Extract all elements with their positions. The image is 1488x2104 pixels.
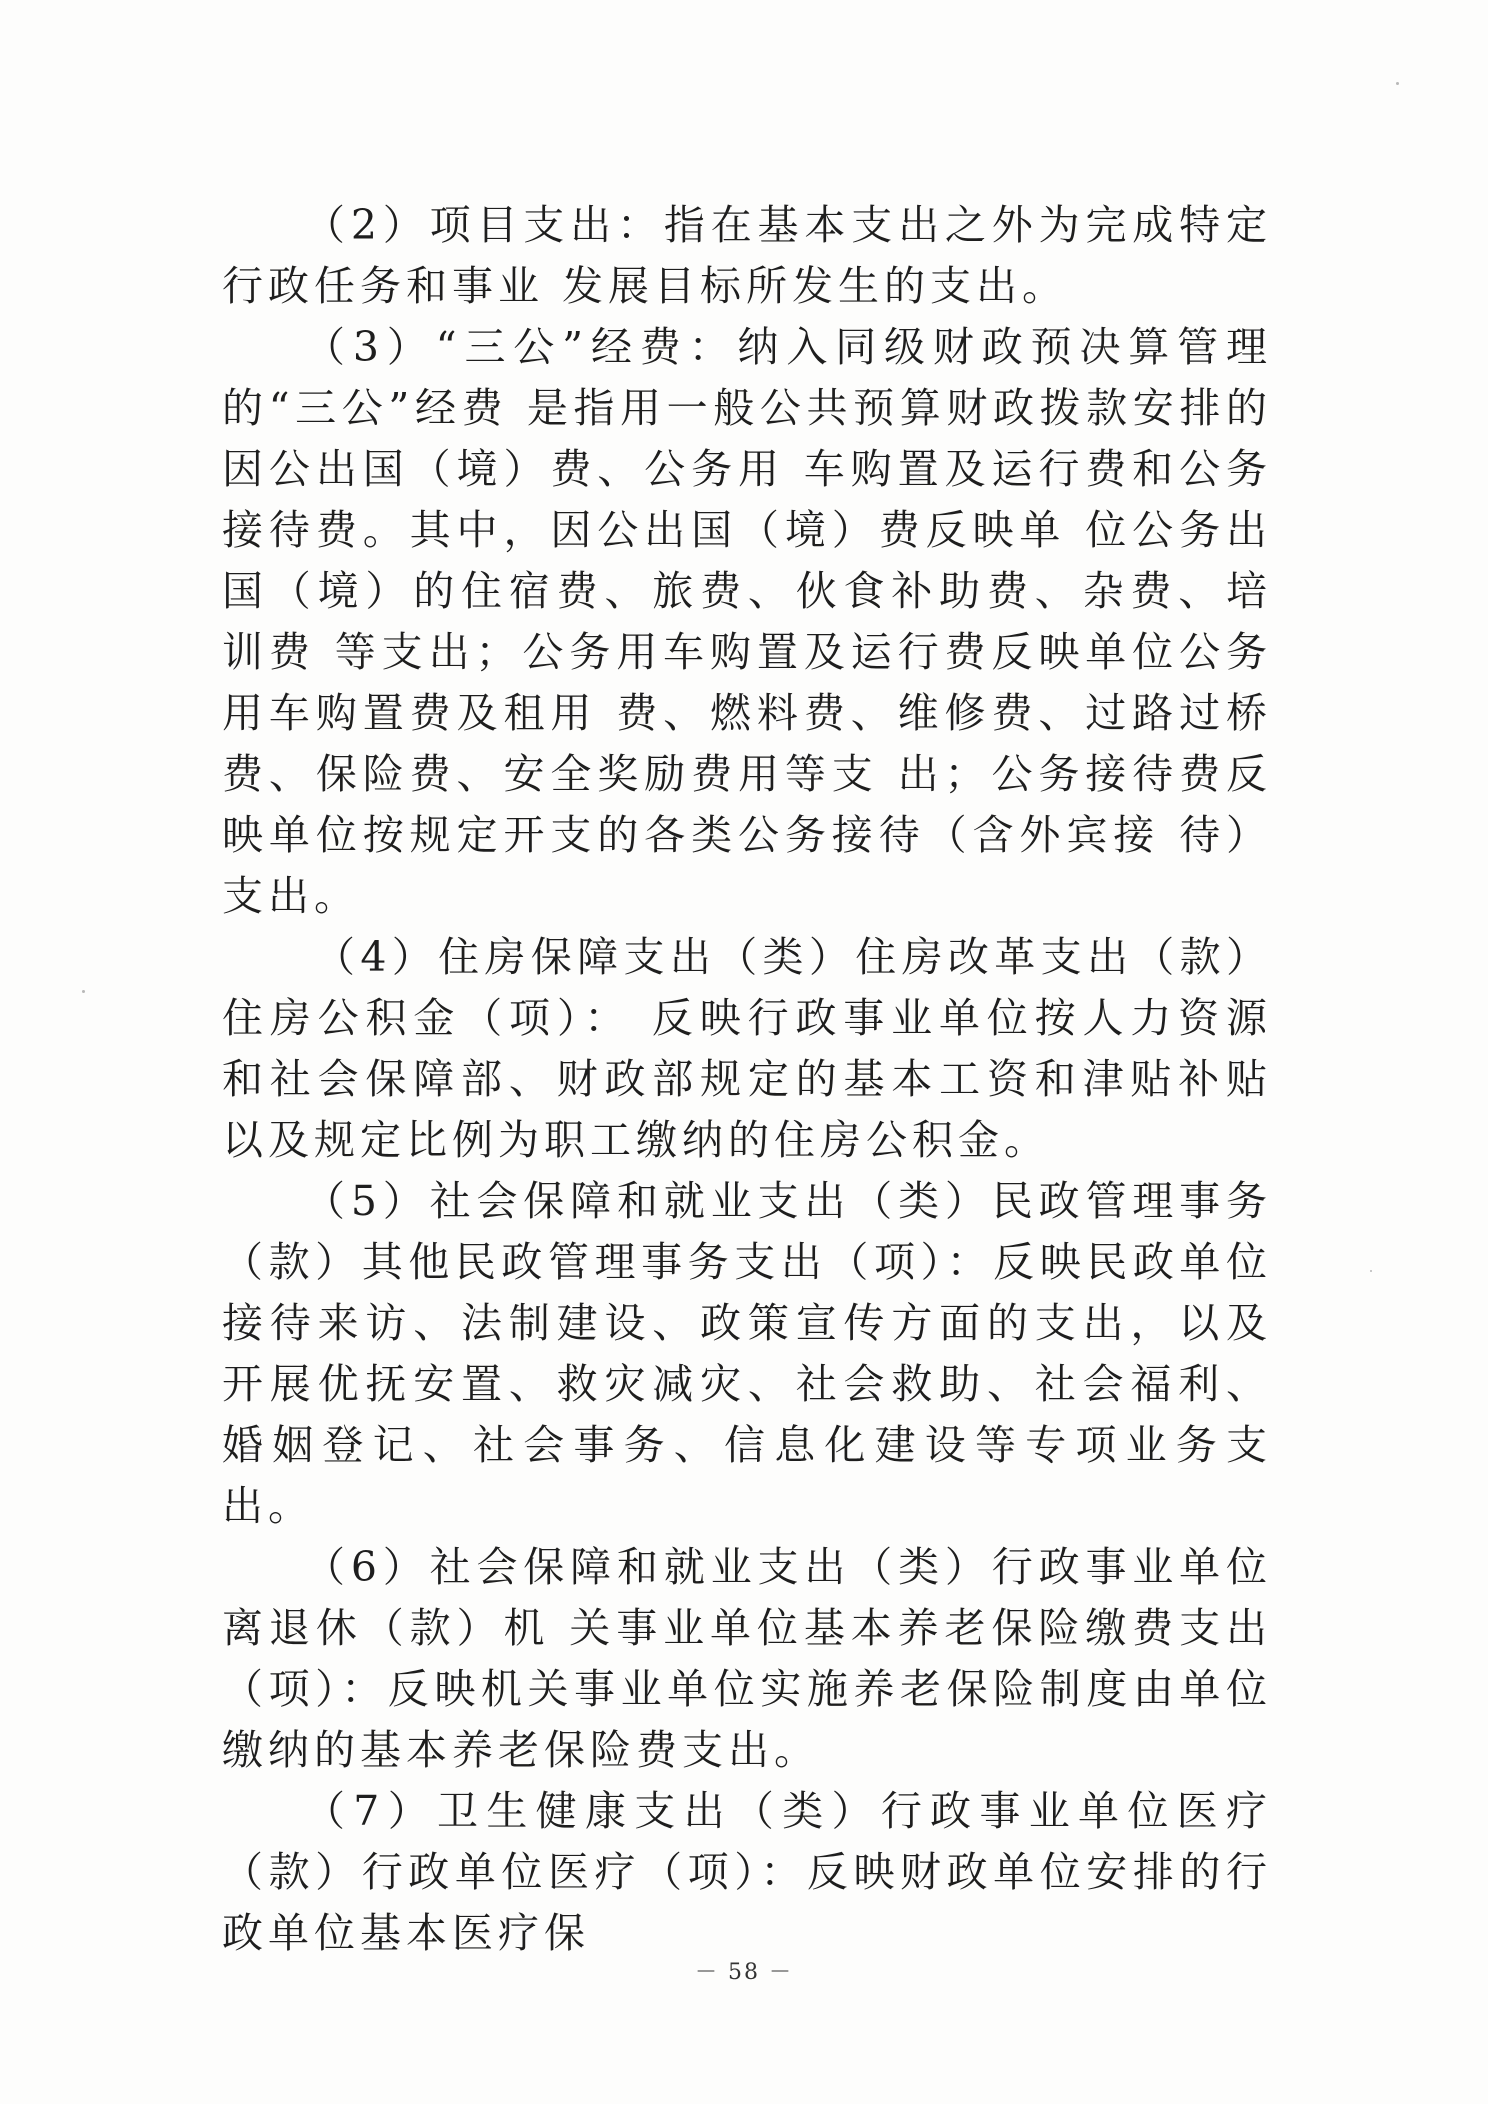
scan-speck [1396,82,1399,85]
scan-speck [1370,1270,1372,1272]
paragraph-housing-provident-fund: （4）住房保障支出（类）住房改革支出（款）住房公积金（项）： 反映行政事业单位按人力资源和社会保障部、财政部规定的基本工资和津贴补贴以及规定比例为职工缴纳的住房公积金。 [222,933,1272,1164]
scan-speck [82,990,85,993]
page-number: － 58 － [695,1960,793,1985]
paragraph-health-expenditure: （7）卫生健康支出（类）行政事业单位医疗（款）行政单位医疗（项）：反映财政单位安排的行政单位基本医疗保 [222,1787,1272,1957]
document-body [222,195,1272,1964]
paragraph-civil-affairs: （5）社会保障和就业支出（类）民政管理事务（款）其他民政管理事务支出（项）：反映民政单位接待来访、法制建设、政策宣传方面的支出，以及开展优抚安置、救灾减灾、社会救助、社会福利、婚姻登记、社会事务、信息化建设等专项业务支出。 [222,1177,1272,1530]
paragraph-project-expenditure: （2）项目支出：指在基本支出之外为完成特定行政任务和事业 发展目标所发生的支出。 [222,201,1272,310]
paragraph-three-public-expenses: （3）“三公”经费：纳入同级财政预决算管理的“三公”经费 是指用一般公共预算财政拨款安排的因公出国（境）费、公务用 车购置及运行费和公务接待费。其中，因公出国（境）费反映单 位公务出国（境）的住宿费、旅费、伙食补助费、杂费、培训费 等支出；公务用车购置及运行费反映单位公务用车购置费及租用 费、燃料费、维修费、过路过桥费、保险费、安全奖励费用等支 出；公务接待费反映单位按规定开支的各类公务接待（含外宾接 待）支出。 [222,323,1272,920]
paragraph-pension-insurance: （6）社会保障和就业支出（类）行政事业单位离退休（款）机 关事业单位基本养老保险缴费支出（项）：反映机关事业单位实施养老保险制度由单位缴纳的基本养老保险费支出。 [222,1543,1272,1774]
